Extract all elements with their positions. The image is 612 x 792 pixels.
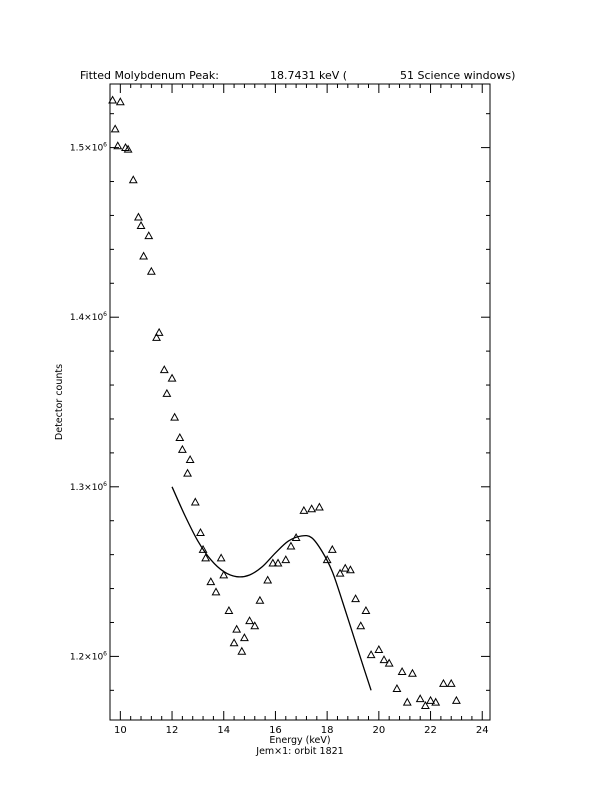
data-point-triangle bbox=[300, 507, 307, 513]
fitted-peak-curve bbox=[172, 487, 371, 691]
data-point-triangle bbox=[399, 668, 406, 674]
data-point-triangle bbox=[440, 680, 447, 686]
data-point-triangle bbox=[137, 222, 144, 228]
data-point-triangle bbox=[171, 414, 178, 420]
data-point-triangle bbox=[168, 375, 175, 381]
y-axis-ticks bbox=[110, 114, 490, 691]
data-point-triangle bbox=[179, 446, 186, 452]
data-point-triangle bbox=[367, 651, 374, 657]
data-point-triangle bbox=[148, 268, 155, 274]
data-point-triangle bbox=[417, 695, 424, 701]
y-tick-label: $1.3\times 10^6$ bbox=[69, 480, 107, 493]
data-point-triangle bbox=[274, 560, 281, 566]
data-point-triangle bbox=[238, 648, 245, 654]
data-point-triangle bbox=[192, 498, 199, 504]
data-point-triangle bbox=[375, 646, 382, 652]
data-point-triangle bbox=[197, 529, 204, 535]
data-point-triangle bbox=[130, 176, 137, 182]
y-tick-label: $1.2\times 10^6$ bbox=[69, 650, 107, 663]
data-point-triangle bbox=[246, 617, 253, 623]
data-point-triangle bbox=[352, 595, 359, 601]
y-axis-tick-labels bbox=[70, 142, 107, 663]
data-point-triangle bbox=[176, 434, 183, 440]
data-point-triangle bbox=[184, 470, 191, 476]
x-tick-label: 18 bbox=[320, 725, 334, 736]
x-axis-label: Energy (keV) bbox=[269, 735, 331, 746]
plot-area bbox=[110, 84, 490, 720]
data-point-triangle bbox=[241, 634, 248, 640]
y-tick-label: $1.5\times 10^6$ bbox=[69, 141, 107, 154]
data-point-triangle bbox=[448, 680, 455, 686]
data-point-triangle bbox=[218, 554, 225, 560]
data-point-triangle bbox=[308, 505, 315, 511]
data-point-triangle bbox=[233, 626, 240, 632]
data-point-triangle bbox=[187, 456, 194, 462]
data-point-triangle bbox=[393, 685, 400, 691]
chart-subtitle: Jem×1: orbit 1821 bbox=[256, 746, 344, 757]
data-point-triangle bbox=[316, 504, 323, 510]
data-point-triangle bbox=[156, 329, 163, 335]
data-points-series bbox=[109, 97, 460, 709]
x-tick-label: 22 bbox=[424, 725, 437, 736]
y-axis-label: Detector counts bbox=[54, 363, 65, 441]
x-axis-ticks bbox=[110, 84, 482, 720]
data-point-triangle bbox=[140, 253, 147, 259]
y-tick-label: $1.4\times 10^6$ bbox=[69, 311, 107, 324]
data-point-triangle bbox=[404, 699, 411, 705]
chart-title-science-windows: 51 Science windows) bbox=[400, 69, 516, 82]
data-point-triangle bbox=[362, 607, 369, 613]
data-point-triangle bbox=[357, 622, 364, 628]
x-tick-label: 24 bbox=[475, 725, 489, 736]
x-tick-label: 12 bbox=[165, 725, 179, 736]
chart-title-left: Fitted Molybdenum Peak: bbox=[80, 69, 219, 82]
data-point-triangle bbox=[145, 232, 152, 238]
data-point-triangle bbox=[225, 607, 232, 613]
chart-title bbox=[80, 69, 515, 82]
x-tick-label: 14 bbox=[217, 725, 231, 736]
data-point-triangle bbox=[161, 366, 168, 372]
data-point-triangle bbox=[212, 588, 219, 594]
x-tick-label: 10 bbox=[113, 725, 127, 736]
data-point-triangle bbox=[453, 697, 460, 703]
data-point-triangle bbox=[287, 543, 294, 549]
data-point-triangle bbox=[380, 656, 387, 662]
data-point-triangle bbox=[117, 98, 124, 104]
x-tick-label: 16 bbox=[269, 725, 282, 736]
data-point-triangle bbox=[135, 214, 142, 220]
data-point-triangle bbox=[112, 125, 119, 131]
data-point-triangle bbox=[256, 597, 263, 603]
data-point-triangle bbox=[230, 639, 237, 645]
data-point-triangle bbox=[329, 546, 336, 552]
data-point-triangle bbox=[264, 576, 271, 582]
x-tick-label: 20 bbox=[372, 725, 386, 736]
data-point-triangle bbox=[282, 556, 289, 562]
data-point-triangle bbox=[207, 578, 214, 584]
data-point-triangle bbox=[163, 390, 170, 396]
data-point-triangle bbox=[409, 670, 416, 676]
chart-title-peak-energy: 18.7431 keV ( bbox=[270, 69, 348, 82]
